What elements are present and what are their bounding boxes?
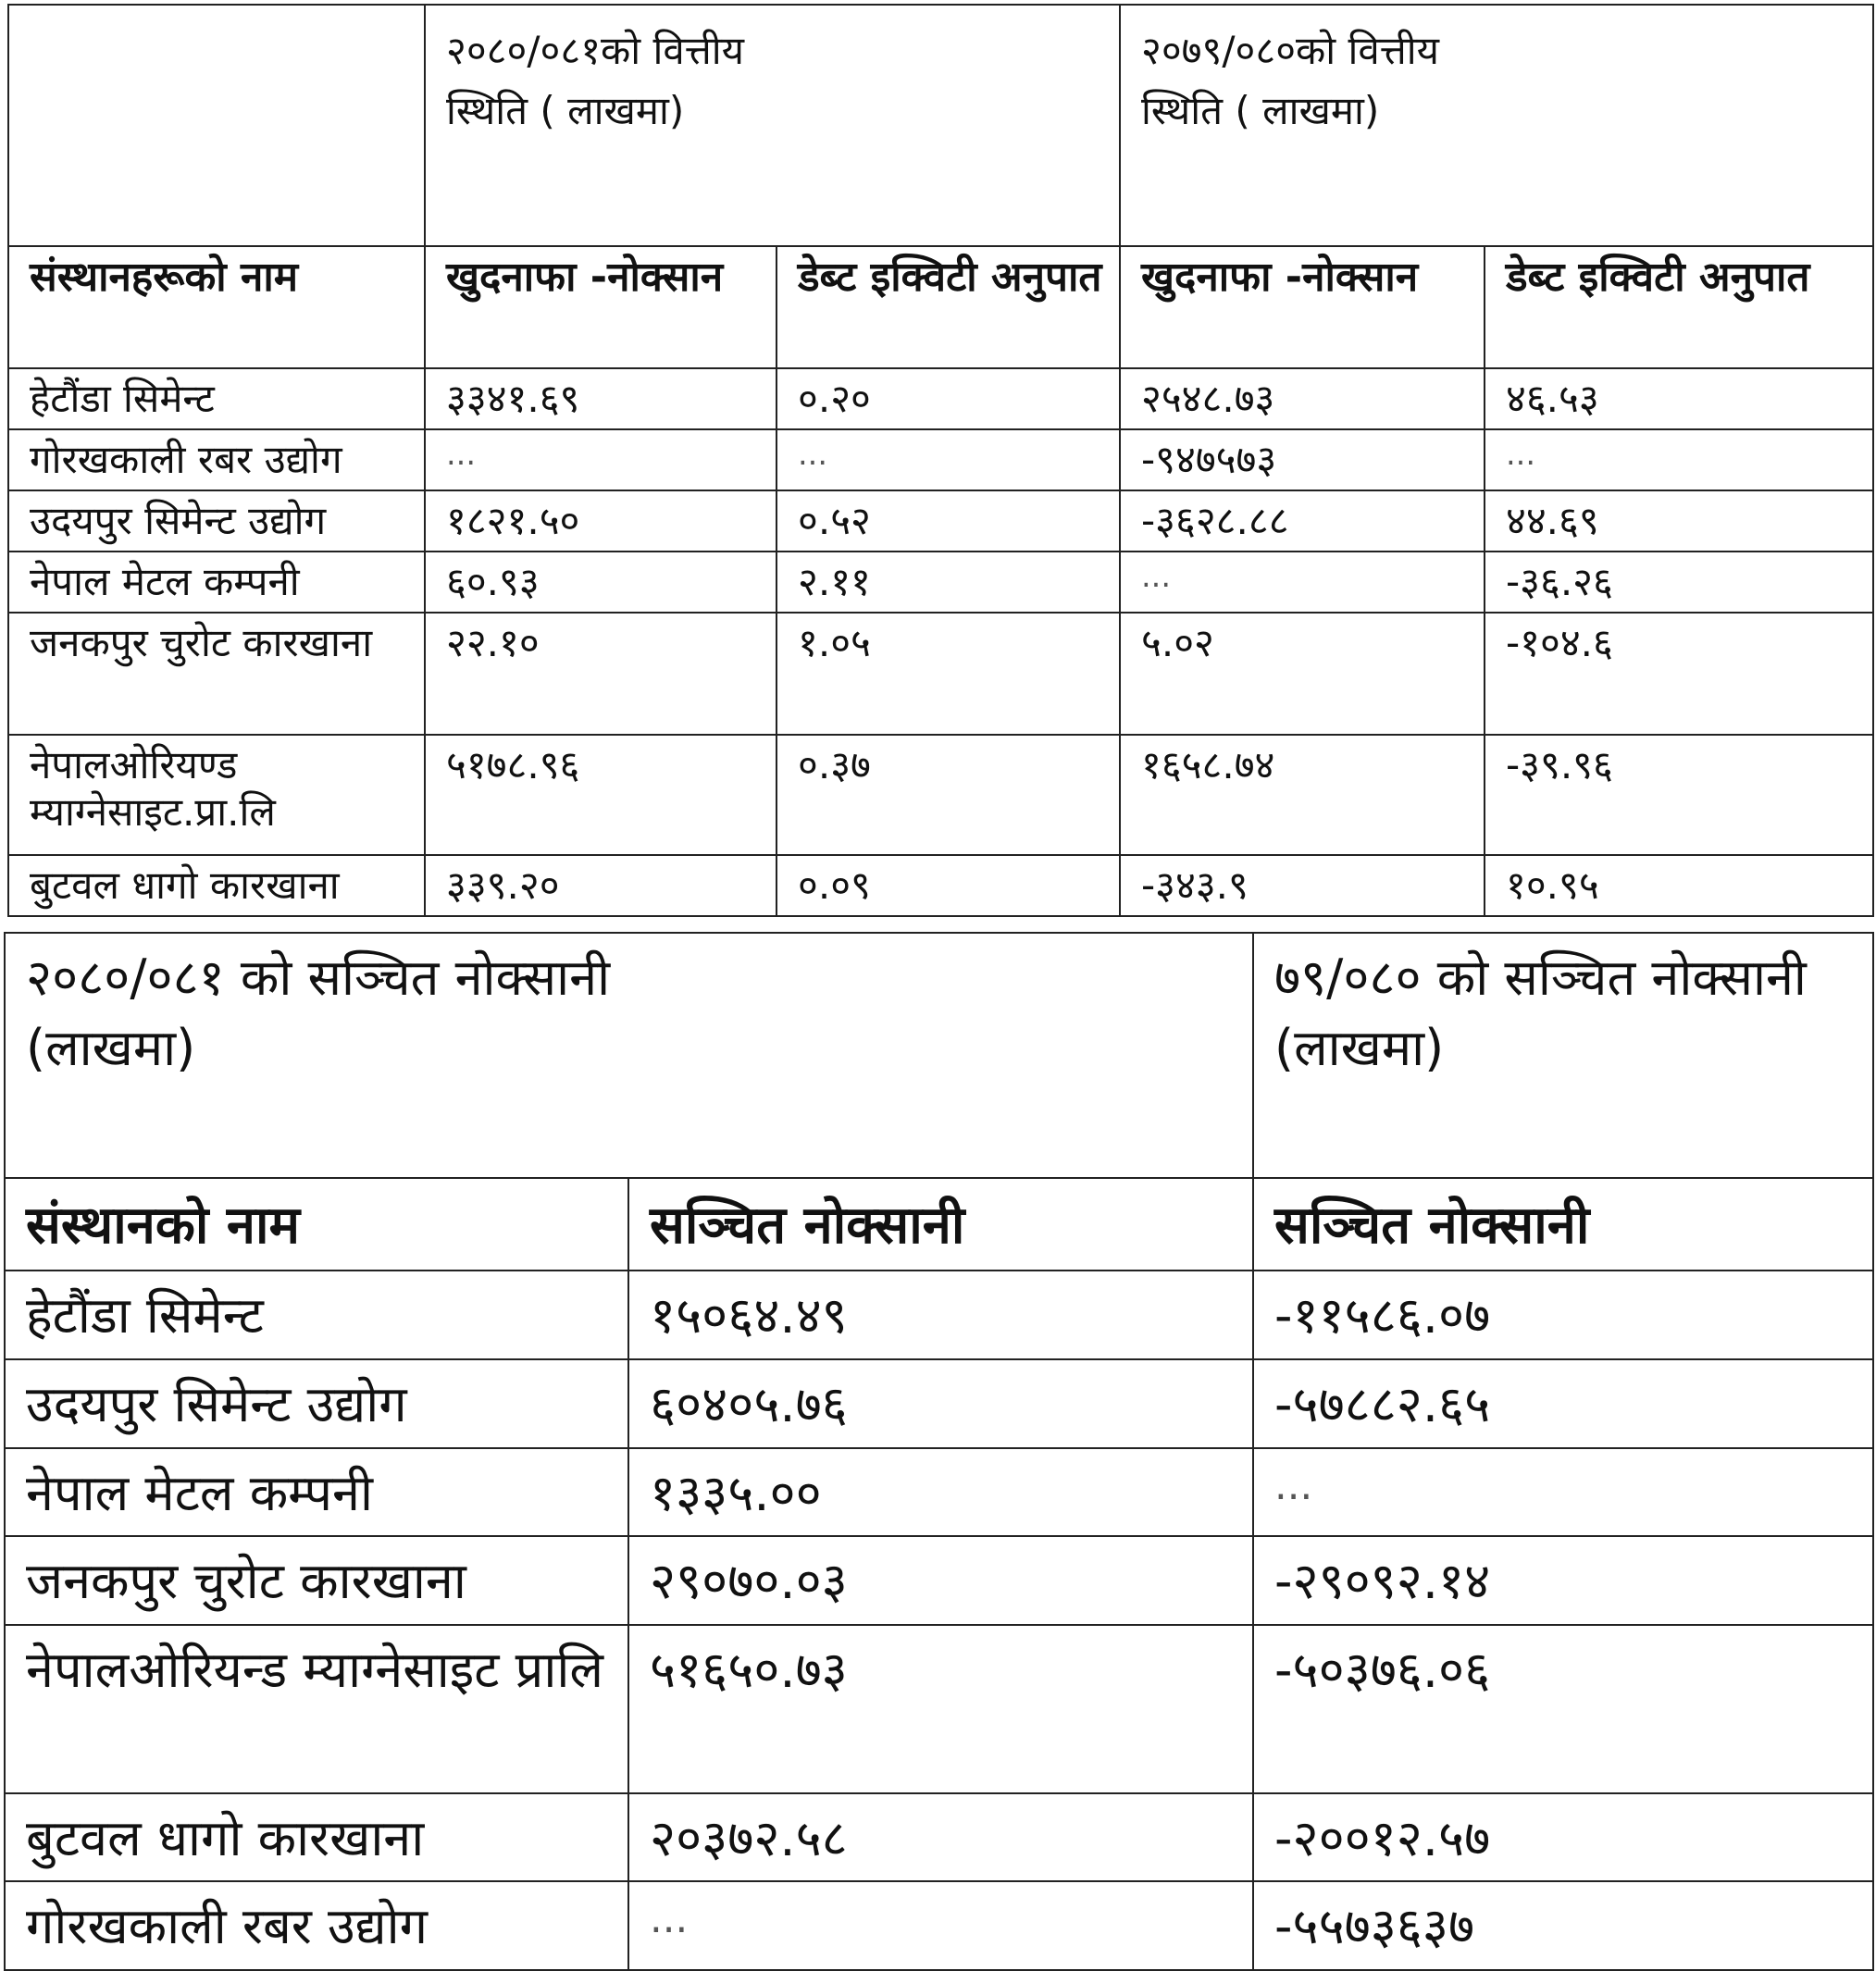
financial-status-table <box>7 4 1874 917</box>
value-cell: १६५८.७४ <box>1120 735 1485 855</box>
table-row <box>8 490 1873 552</box>
value-cell: -३९.९६ <box>1485 735 1873 855</box>
value-cell: ४४.६९ <box>1485 490 1873 552</box>
company-name-cell: हेटौंडा सिमेन्ट <box>8 368 425 429</box>
value-cell: ... <box>425 429 776 490</box>
period-header-2079-080 <box>1120 5 1873 246</box>
table-row <box>8 368 1873 429</box>
table-row <box>5 1359 1873 1448</box>
company-name-cell: हेटौंडा सिमेन्ट <box>5 1271 628 1359</box>
value-cell: ६०४०५.७६ <box>628 1359 1253 1448</box>
value-cell: ०.३७ <box>776 735 1120 855</box>
company-name-cell: गोरखकाली रबर उद्योग <box>8 429 425 490</box>
table-row <box>5 1881 1873 1970</box>
value-cell: १०.९५ <box>1485 855 1873 916</box>
value-cell: -५५७३६३७ <box>1253 1881 1873 1970</box>
value-cell: ... <box>1485 429 1873 490</box>
value-cell: -३६.२६ <box>1485 552 1873 613</box>
table-row <box>8 429 1873 490</box>
value-cell: ६०.९३ <box>425 552 776 613</box>
value-cell: -२००१२.५७ <box>1253 1793 1873 1882</box>
value-cell: -३४३.९ <box>1120 855 1485 916</box>
company-name-cell: बुटवल धागो कारखाना <box>5 1793 628 1882</box>
table-row <box>8 735 1873 855</box>
empty-corner-cell <box>8 5 425 246</box>
column-header: संस्थानको नाम <box>5 1178 628 1271</box>
period-header-2080-081 <box>425 5 1120 246</box>
table-row <box>5 1271 1873 1359</box>
company-name-cell: नेपालओरियन्ड म्याग्नेसाइट प्रालि <box>5 1625 628 1793</box>
value-cell: २२.१० <box>425 613 776 735</box>
column-header: सञ्चित नोक्सानी <box>628 1178 1253 1271</box>
value-cell: ... <box>1120 552 1485 613</box>
table-row <box>5 1625 1873 1793</box>
accumulated-loss-table <box>4 932 1874 1971</box>
company-name-cell: गोरखकाली रबर उद्योग <box>5 1881 628 1970</box>
table-row <box>8 552 1873 613</box>
value-cell: ४६.५३ <box>1485 368 1873 429</box>
company-name-cell: उदयपुर सिमेन्ट उद्योग <box>8 490 425 552</box>
value-cell: ५१६५०.७३ <box>628 1625 1253 1793</box>
value-cell: -५०३७६.०६ <box>1253 1625 1873 1793</box>
table-row <box>5 1793 1873 1882</box>
value-cell: ३३९.२० <box>425 855 776 916</box>
value-cell: ०.०९ <box>776 855 1120 916</box>
value-cell: -१०४.६ <box>1485 613 1873 735</box>
column-header-row <box>8 246 1873 368</box>
period-header-text: ७९/०८० को सञ्चित नोक्सानी (लाखमा) <box>1274 948 1807 1077</box>
value-cell: २५४८.७३ <box>1120 368 1485 429</box>
table-row <box>8 855 1873 916</box>
column-header: खुदनाफा -नोक्सान <box>1120 246 1485 368</box>
company-name-cell: नेपालओरियण्ड म्याग्नेसाइट.प्रा.लि <box>8 735 425 855</box>
value-cell: १३३५.०० <box>628 1448 1253 1537</box>
value-cell: ... <box>1253 1448 1873 1537</box>
company-name-cell: जनकपुर चुरोट कारखाना <box>8 613 425 735</box>
value-cell: २.११ <box>776 552 1120 613</box>
company-name-cell: नेपाल मेटल कम्पनी <box>8 552 425 613</box>
table-row <box>8 613 1873 735</box>
period-header-79-080 <box>1253 933 1873 1178</box>
table-row <box>5 1448 1873 1537</box>
value-cell: ०.५२ <box>776 490 1120 552</box>
column-header: संस्थानहरूको नाम <box>8 246 425 368</box>
value-cell: २०३७२.५८ <box>628 1793 1253 1882</box>
value-cell: १५०६४.४९ <box>628 1271 1253 1359</box>
company-name-cell: नेपाल मेटल कम्पनी <box>5 1448 628 1537</box>
value-cell: १८२१.५० <box>425 490 776 552</box>
company-name-cell: बुटवल धागो कारखाना <box>8 855 425 916</box>
value-cell: -२९०९२.१४ <box>1253 1536 1873 1625</box>
value-cell: -११५८६.०७ <box>1253 1271 1873 1359</box>
period-header-text: २०७९/०८०को वित्तीय स्थिति ( लाखमा) <box>1141 28 1440 134</box>
column-header: डेब्ट इक्विटी अनुपात <box>776 246 1120 368</box>
period-header-text: २०८०/०८१को वित्तीय स्थिति ( लाखमा) <box>446 28 745 134</box>
column-header-row <box>5 1178 1873 1271</box>
period-header-text: २०८०/०८१ को सञ्चित नोक्सानी (लाखमा) <box>26 948 611 1077</box>
table-row <box>5 1536 1873 1625</box>
column-header: सञ्चित नोक्सानी <box>1253 1178 1873 1271</box>
value-cell: ... <box>628 1881 1253 1970</box>
value-cell: ५१७८.९६ <box>425 735 776 855</box>
value-cell: -९४७५७३ <box>1120 429 1485 490</box>
company-name-cell: उदयपुर सिमेन्ट उद्योग <box>5 1359 628 1448</box>
company-name-cell: जनकपुर चुरोट कारखाना <box>5 1536 628 1625</box>
value-cell: ... <box>776 429 1120 490</box>
period-header-row <box>5 933 1873 1178</box>
value-cell: ३३४१.६९ <box>425 368 776 429</box>
period-header-row <box>8 5 1873 246</box>
period-header-2080-081 <box>5 933 1253 1178</box>
value-cell: -५७८८२.६५ <box>1253 1359 1873 1448</box>
value-cell: ५.०२ <box>1120 613 1485 735</box>
value-cell: १.०५ <box>776 613 1120 735</box>
value-cell: २९०७०.०३ <box>628 1536 1253 1625</box>
value-cell: ०.२० <box>776 368 1120 429</box>
value-cell: -३६२८.८८ <box>1120 490 1485 552</box>
column-header: खुदनाफा -नोक्सान <box>425 246 776 368</box>
column-header: डेब्ट इक्विटी अनुपात <box>1485 246 1873 368</box>
